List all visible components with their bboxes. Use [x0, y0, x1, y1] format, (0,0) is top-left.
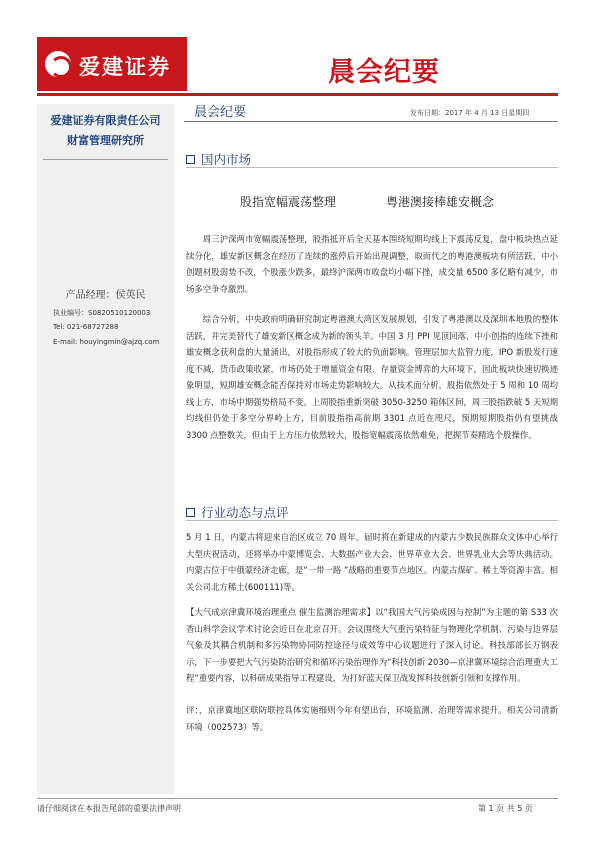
industry-comment: 评：，京津冀地区联防联控具体实施细则今年有望出台，环境监测、治理等需求提升。相关公司清新环境（002573）等。 [186, 705, 558, 732]
sidebar-divider [43, 159, 168, 160]
checkbox-bullet-icon [186, 155, 195, 164]
industry-heading [186, 503, 289, 521]
domestic-paragraph-2: 综合分析，中央政府明确研究制定粤港澳大湾区发展规划，引发了粤港澳以及深圳本地股的整体活跃，并完美替代了雄安新区概念成为新的领头羊。中国 3 月 PPI 见顶回落，中小创指的连续下挫和雄安概念获利盘的大量涌出，对股指形成了较大的负面影响。管理层加大监管力度，IPO 新股发行速度不减，货币政策收紧，市场仍处于增量资金有限、存量资金博弈的大环境下，因此板块快速切换迹象明显，短期雄安概念能否保持对市场走势影响较大。从技术面分析，股指依然处于 5 周和 10 周均线上方，市场中期强势格局不变。上周股指重新突破 3050-3250 箱体区间，周三股指跌破 5 天短期均线但仍处于多空分界岭上方，目前股指指高前期 3301 点近在咫尺，预期短期股指仍有望挑战 3300 点整数关，但由于上方压力依然较大，股指宽幅震荡依然难免，把握节奏精选个股操作。 [186, 314, 558, 440]
domestic-market-heading [186, 150, 251, 168]
report-title: 晨会纪要 [328, 57, 440, 88]
sidebar [37, 104, 174, 794]
industry-paragraph-2: 【大气成京津冀环境治理重点 催生监测治理需求】以“我国大气污染成因与控制”为主题的第 S33 次香山科学会议学术讨论会近日在北京召开。会议围绕大气重污染特征与物理化学机制、污染与边界层气象及其耦合机制和多污染物协同防控途径与成效等中心议题进行了深入讨论。科技部部长万钢表示，下一步要把大气污染防治研究和循环污染治理作为“科技创新 2030—京津冀环境综合治理重大工程”重要内容，以科研成果指导工程建设，为打好蓝天保卫战发挥科技创新引领和支撑作用。 [186, 607, 558, 683]
page-number: 第 1 页 共 5 页 [478, 804, 533, 813]
contact-tel: Tel: 021-68727288 [53, 323, 119, 331]
company-name: 爱建证券有限责任公司 [50, 114, 161, 127]
checkbox-bullet-icon [186, 508, 195, 517]
legal-disclaimer-note: 请仔细阅读在本报告尾部的重要法律声明 [37, 804, 181, 813]
date-divider [184, 121, 558, 122]
publish-date: 发布日期：2017 年 4 月 13 日星期四 [410, 109, 530, 117]
headline-left: 股指宽幅震荡整理 [240, 195, 337, 209]
page-header [0, 0, 595, 100]
department-name: 财富管理研究所 [67, 134, 144, 147]
analyst-name: 产品经理：侯英民 [65, 290, 146, 301]
domestic-heading-text: 国内市场 [201, 152, 252, 167]
footer-divider [37, 798, 558, 799]
headline-right: 粤港澳接棒雄安概念 [386, 195, 495, 209]
domestic-paragraph-1: 周三沪深两市宽幅震荡整理，股指抵开后全天基本围绕短期均线上下震荡反复，盘中板块热点延续分化，雄安新区概念在经历了连续的涨停后开始出现调整，取而代之的粤港澳板块有所活跃，中小创题材股弱势不改，个股涨少跌多，最终沪深两市收盘均小幅下挫，成交量 6500 多亿略有减少，市场多空争夺激烈。 [186, 234, 558, 294]
industry-heading-divider [186, 520, 558, 521]
domestic-heading-divider [186, 167, 558, 168]
company-logo [37, 37, 187, 91]
header-divider [37, 93, 558, 96]
industry-paragraph-1: 5 月 1 日，内蒙古将迎来自治区成立 70 周年，届时将在新建成的内蒙古少数民族群众文体中心举行大型庆祝活动，还将举办中蒙博览会、大数据产业大会、世界草业大会、世界乳业大会等庆典活动。内蒙古位于中俄蒙经济走廊，是“一带一路 ”战略的重要节点地区。内蒙古煤矿、稀土等资源丰富。相关公司北方稀土(600111)等。 [186, 532, 558, 592]
industry-heading-text: 行业动态与点评 [201, 505, 289, 520]
company-block [37, 111, 174, 151]
logo-text: 爱建证券 [79, 54, 171, 79]
section-label: 晨会纪要 [194, 105, 247, 120]
contact-email: E-mail: houyingmin@ajzq.com [53, 338, 160, 346]
license-number: 执业编号：S0820510120003 [53, 309, 151, 317]
logo-emblem-icon [45, 51, 71, 77]
